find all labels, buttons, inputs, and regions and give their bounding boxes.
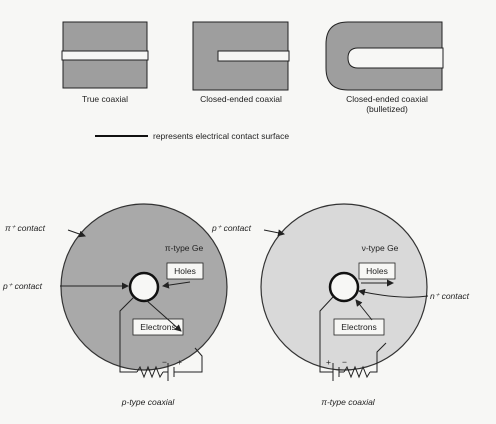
true-coaxial-shape bbox=[62, 22, 148, 88]
left-battery-minus: − bbox=[162, 357, 167, 367]
right-electrons-label: Electrons bbox=[341, 322, 377, 332]
caption-bulletized: (bulletized) bbox=[366, 104, 408, 114]
closed-ended-coaxial-shape bbox=[193, 22, 289, 90]
right-material-label: ν-type Ge bbox=[361, 243, 399, 253]
right-inner-contact bbox=[330, 273, 358, 301]
caption-closed-ended-coaxial: Closed-ended coaxial bbox=[200, 94, 282, 104]
caption-true-coaxial: True coaxial bbox=[82, 94, 128, 104]
pi-type-detector bbox=[211, 204, 470, 407]
left-holes-label: Holes bbox=[174, 266, 196, 276]
p-type-detector bbox=[2, 204, 227, 407]
left-inner-contact bbox=[130, 273, 158, 301]
left-inner-contact-label: p⁺ contact bbox=[3, 281, 42, 291]
left-electrons-label: Electrons bbox=[140, 322, 176, 332]
right-battery-plus: + bbox=[326, 357, 331, 367]
left-material-label: π-type Ge bbox=[164, 243, 204, 253]
left-battery-plus: + bbox=[177, 357, 182, 367]
right-caption: π-type coaxial bbox=[321, 397, 375, 407]
right-outer-contact-label: p⁺ contact bbox=[212, 223, 251, 233]
caption-closed-ended-bulletized: Closed-ended coaxial bbox=[346, 94, 428, 104]
right-battery-minus: − bbox=[342, 357, 347, 367]
left-caption: p-type coaxial bbox=[121, 397, 175, 407]
right-holes-label: Holes bbox=[366, 266, 388, 276]
bulletized-coaxial-shape bbox=[326, 22, 443, 90]
right-inner-contact-label: n⁺ contact bbox=[430, 291, 469, 301]
contact-legend-text: represents electrical contact surface bbox=[153, 131, 290, 141]
left-outer-contact-label: π⁺ contact bbox=[5, 223, 45, 233]
